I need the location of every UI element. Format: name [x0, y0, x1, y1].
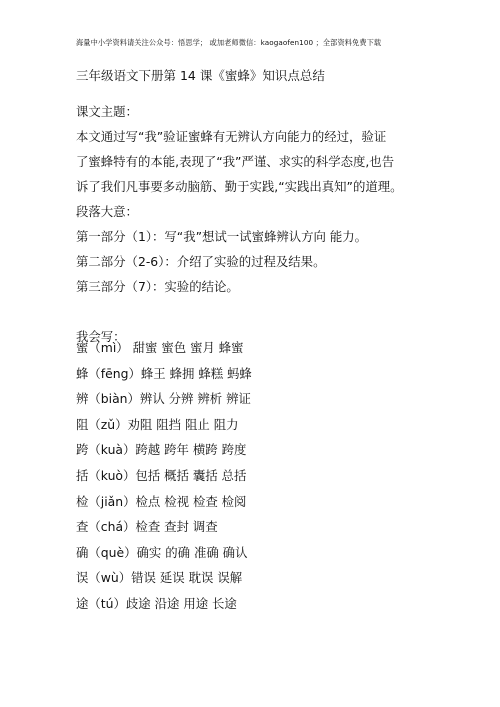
vocab-line: 确（què）确实 的确 准确 确认	[76, 544, 248, 560]
vocabulary-list	[76, 335, 436, 617]
vocab-line: 蜜（mì） 甜蜜 蜜色 蜜月 蜂蜜	[76, 340, 244, 355]
vocab-line: 辨（biàn）辨认 分辨 辨析 辨证	[76, 391, 251, 407]
paragraph-line: 第二部分（2-6）：介绍了实验的过程及结果。	[76, 254, 326, 269]
theme-heading: 课文主题：	[76, 104, 138, 119]
theme-line: 本文通过写“我”验证蜜蜂有无辨认方向能力的经过，验证	[76, 129, 387, 144]
vocab-line: 误（wù）错误 延误 耽误 误解	[76, 570, 243, 586]
paragraph-line: 第一部分（1）：写“我”想试一试蜜蜂辨认方向 能力。	[76, 229, 368, 244]
document-title: 三年级语文下册第 14 课《蜜蜂》知识点总结	[76, 68, 325, 83]
header-note: 海量中小学资料请关注公众号：悟思学； 或加老师微信：kaogaofen100 ；全部资料免费下载	[76, 38, 382, 47]
theme-line: 了蜜蜂特有的本能,表现了“我”严谨、求实的科学态度,也告	[76, 154, 395, 169]
vocab-line: 途（tú）歧途 沿途 用途 长途	[76, 595, 237, 611]
paragraph-line: 第三部分（7）：实验的结论。	[76, 279, 239, 294]
writing-heading: 我会写：	[76, 329, 126, 344]
theme-line: 诉了我们凡事要多动脑筋、勤于实践,“实践出真知”的道理。	[76, 179, 403, 194]
vocab-line: 查（chá）检查 查封 调查	[76, 519, 218, 535]
vocab-line: 括（kuò）包括 概括 囊括 总括	[76, 467, 247, 483]
vocab-line: 蜂（fēng）蜂王 蜂拥 蜂糕 蚂蜂	[76, 365, 252, 381]
vocab-line: 检（jiǎn）检点 检视 检查 检阅	[76, 493, 247, 509]
section-gap	[76, 299, 436, 324]
vocab-line: 跨（kuà）跨越 跨年 横跨 跨度	[76, 442, 247, 458]
vocab-line: 阻（zǔ）劝阻 阻挡 阻止 阻力	[76, 416, 239, 432]
main-content	[76, 99, 436, 349]
paragraph-heading: 段落大意：	[76, 204, 138, 219]
